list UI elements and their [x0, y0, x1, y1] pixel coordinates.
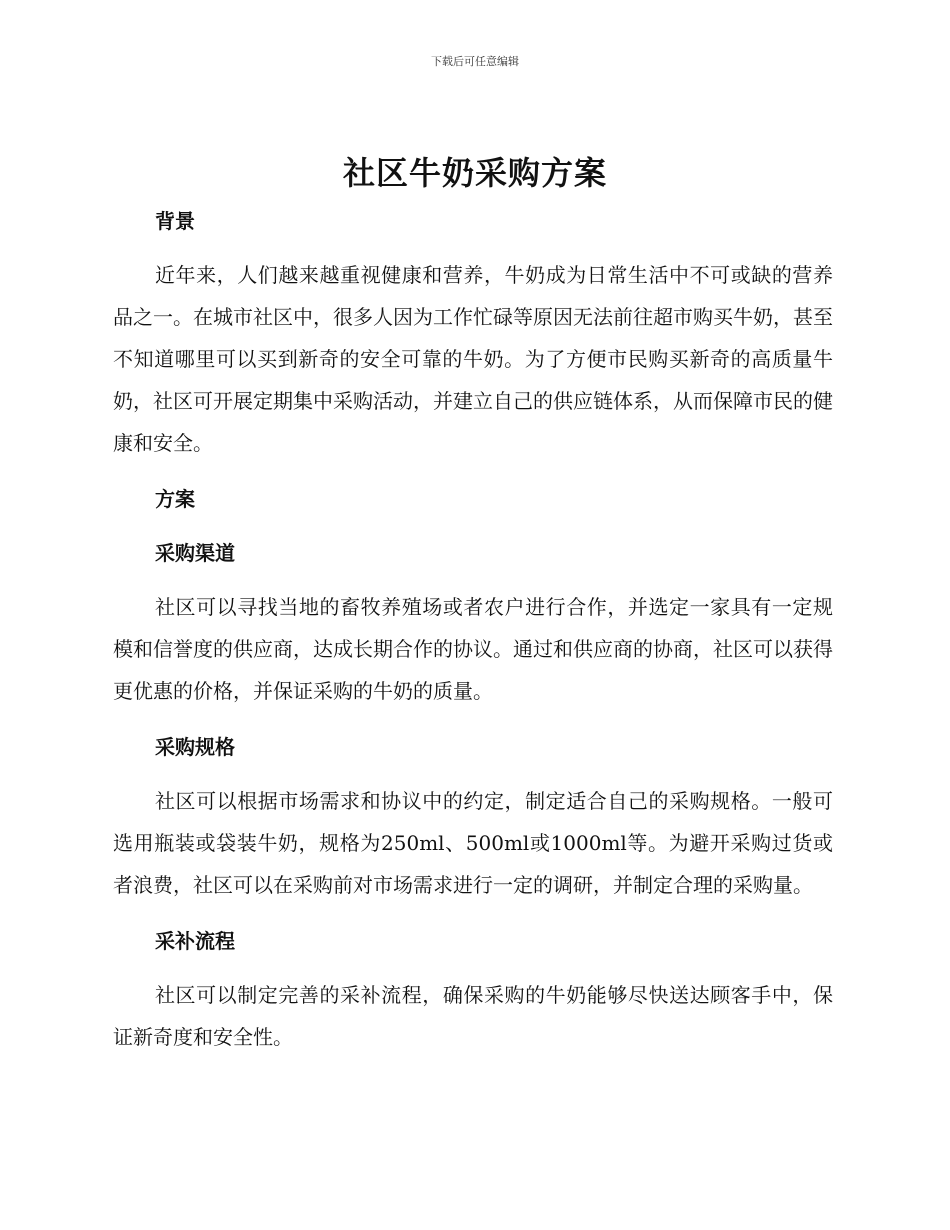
section-heading-channel: 采购渠道 — [155, 541, 235, 565]
document-title: 社区牛奶采购方案 — [342, 154, 607, 192]
section-heading-spec: 采购规格 — [155, 735, 235, 759]
paragraph-process: 社区可以制定完善的采补流程，确保采购的牛奶能够尽快送达顾客手中，保证新奇度和安全性。 — [113, 983, 833, 1049]
page-header-note: 下载后可任意编辑 — [431, 55, 519, 68]
paragraph-background: 近年来，人们越来越重视健康和营养，牛奶成为日常生活中不可或缺的营养品之一。在城市社区中，很多人因为工作忙碌等原因无法前往超市购买牛奶，甚至不知道哪里可以买到新奇的安全可靠的牛奶。为了方便市民购买新奇的高质量牛奶，社区可开展定期集中采购活动，并建立自己的供应链体系，从而保障市民的健康和安全。 — [113, 263, 833, 455]
section-heading-plan: 方案 — [155, 487, 195, 511]
section-heading-background: 背景 — [155, 209, 195, 233]
document-body — [113, 200, 833, 1058]
paragraph-spec: 社区可以根据市场需求和协议中的约定，制定适合自己的采购规格。一般可选用瓶装或袋装牛奶，规格为250ml、500ml或1000ml等。为避开采购过货或者浪费，社区可以在采购前对市场需求进行一定的调研，并制定合理的采购量。 — [113, 789, 833, 897]
section-heading-process: 采补流程 — [155, 929, 235, 953]
paragraph-channel: 社区可以寻找当地的畜牧养殖场或者农户进行合作，并选定一家具有一定规模和信誉度的供应商，达成长期合作的协议。通过和供应商的协商，社区可以获得更优惠的价格，并保证采购的牛奶的质量。 — [113, 595, 833, 703]
